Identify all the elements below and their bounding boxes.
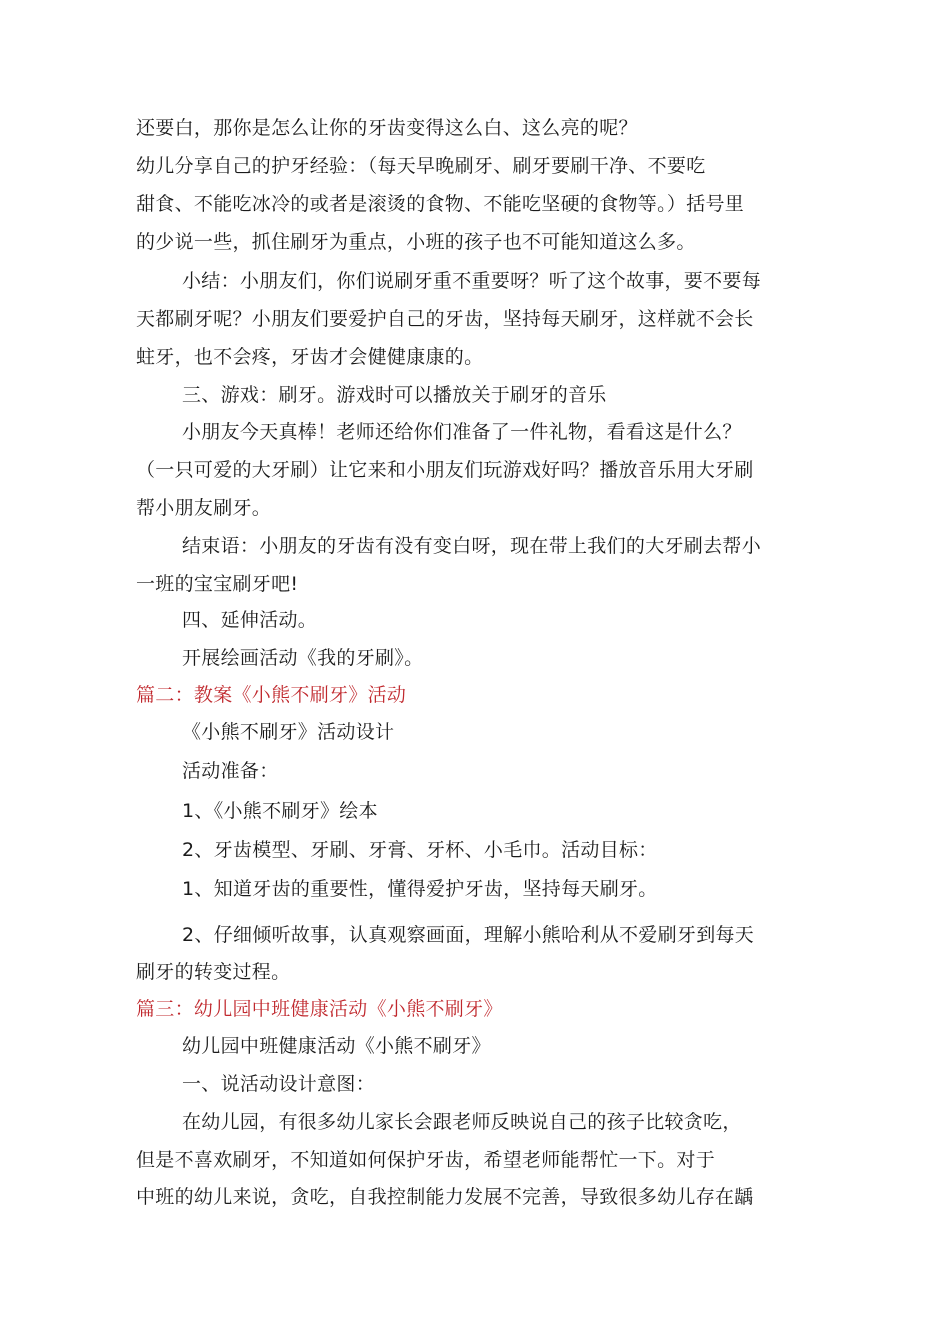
text-line: 刷牙的转变过程。 [136,961,291,983]
text-line: 还要白，那你是怎么让你的牙齿变得这么白、这么亮的呢？ [136,117,638,139]
section-heading: 四、延伸活动。 [182,609,318,631]
text-line: 甜食、不能吃冰冷的或者是滚烫的食物、不能吃坚硬的食物等。）括号里 [136,193,745,215]
text-line: 蛀牙，也不会疼，牙齿才会健健康康的。 [136,346,484,368]
list-item: 2、牙齿模型、牙刷、牙膏、牙杯、小毛巾。活动目标： [182,839,658,861]
text-line: 一班的宝宝刷牙吧! [136,573,299,595]
text-line: 在幼儿园，有很多幼儿家长会跟老师反映说自己的孩子比较贪吃， [182,1111,742,1133]
chapter-heading: 篇三：幼儿园中班健康活动《小熊不刷牙》 [136,998,503,1020]
chapter-heading: 篇二：教案《小熊不刷牙》活动 [136,684,407,706]
text-line: 中班的幼儿来说，贪吃，自我控制能力发展不完善，导致很多幼儿存在龋 [136,1186,754,1208]
text-line: 开展绘画活动《我的牙刷》。 [182,647,424,669]
text-line: 《小熊不刷牙》活动设计 [182,721,395,743]
text-line: 但是不喜欢刷牙，不知道如何保护牙齿，希望老师能帮忙一下。对于 [136,1149,716,1171]
text-line: 幼儿园中班健康活动《小熊不刷牙》 [182,1035,491,1057]
text-line: 幼儿分享自己的护牙经验：（每天早晚刷牙、刷牙要刷干净、不要吃 [136,155,706,177]
text-line: （一只可爱的大牙刷）让它来和小朋友们玩游戏好吗？播放音乐用大牙刷 [136,459,754,481]
list-item: 1、《小熊不刷牙》绘本 [182,800,378,822]
list-item: 2、仔细倾听故事，认真观察画面，理解小熊哈利从不爱刷牙到每天 [182,924,755,946]
text-line: 小结：小朋友们，你们说刷牙重不重要呀？听了这个故事，要不要每 [182,270,762,292]
text-line: 小朋友今天真棒！老师还给你们准备了一件礼物，看看这是什么？ [182,421,742,443]
text-line: 的少说一些，抓住刷牙为重点，小班的孩子也不可能知道这么多。 [136,231,696,253]
text-line: 活动准备： [182,760,279,782]
text-line: 帮小朋友刷牙。 [136,497,272,519]
text-line: 天都刷牙呢？小朋友们要爱护自己的牙齿，坚持每天刷牙，这样就不会长 [136,308,754,330]
section-heading: 三、游戏：刷牙。游戏时可以播放关于刷牙的音乐 [182,384,607,406]
list-item: 1、知道牙齿的重要性，懂得爱护牙齿，坚持每天刷牙。 [182,878,658,900]
text-line: 结束语：小朋友的牙齿有没有变白呀，现在带上我们的大牙刷去帮小 [182,535,762,557]
section-heading: 一、说活动设计意图： [182,1073,376,1095]
